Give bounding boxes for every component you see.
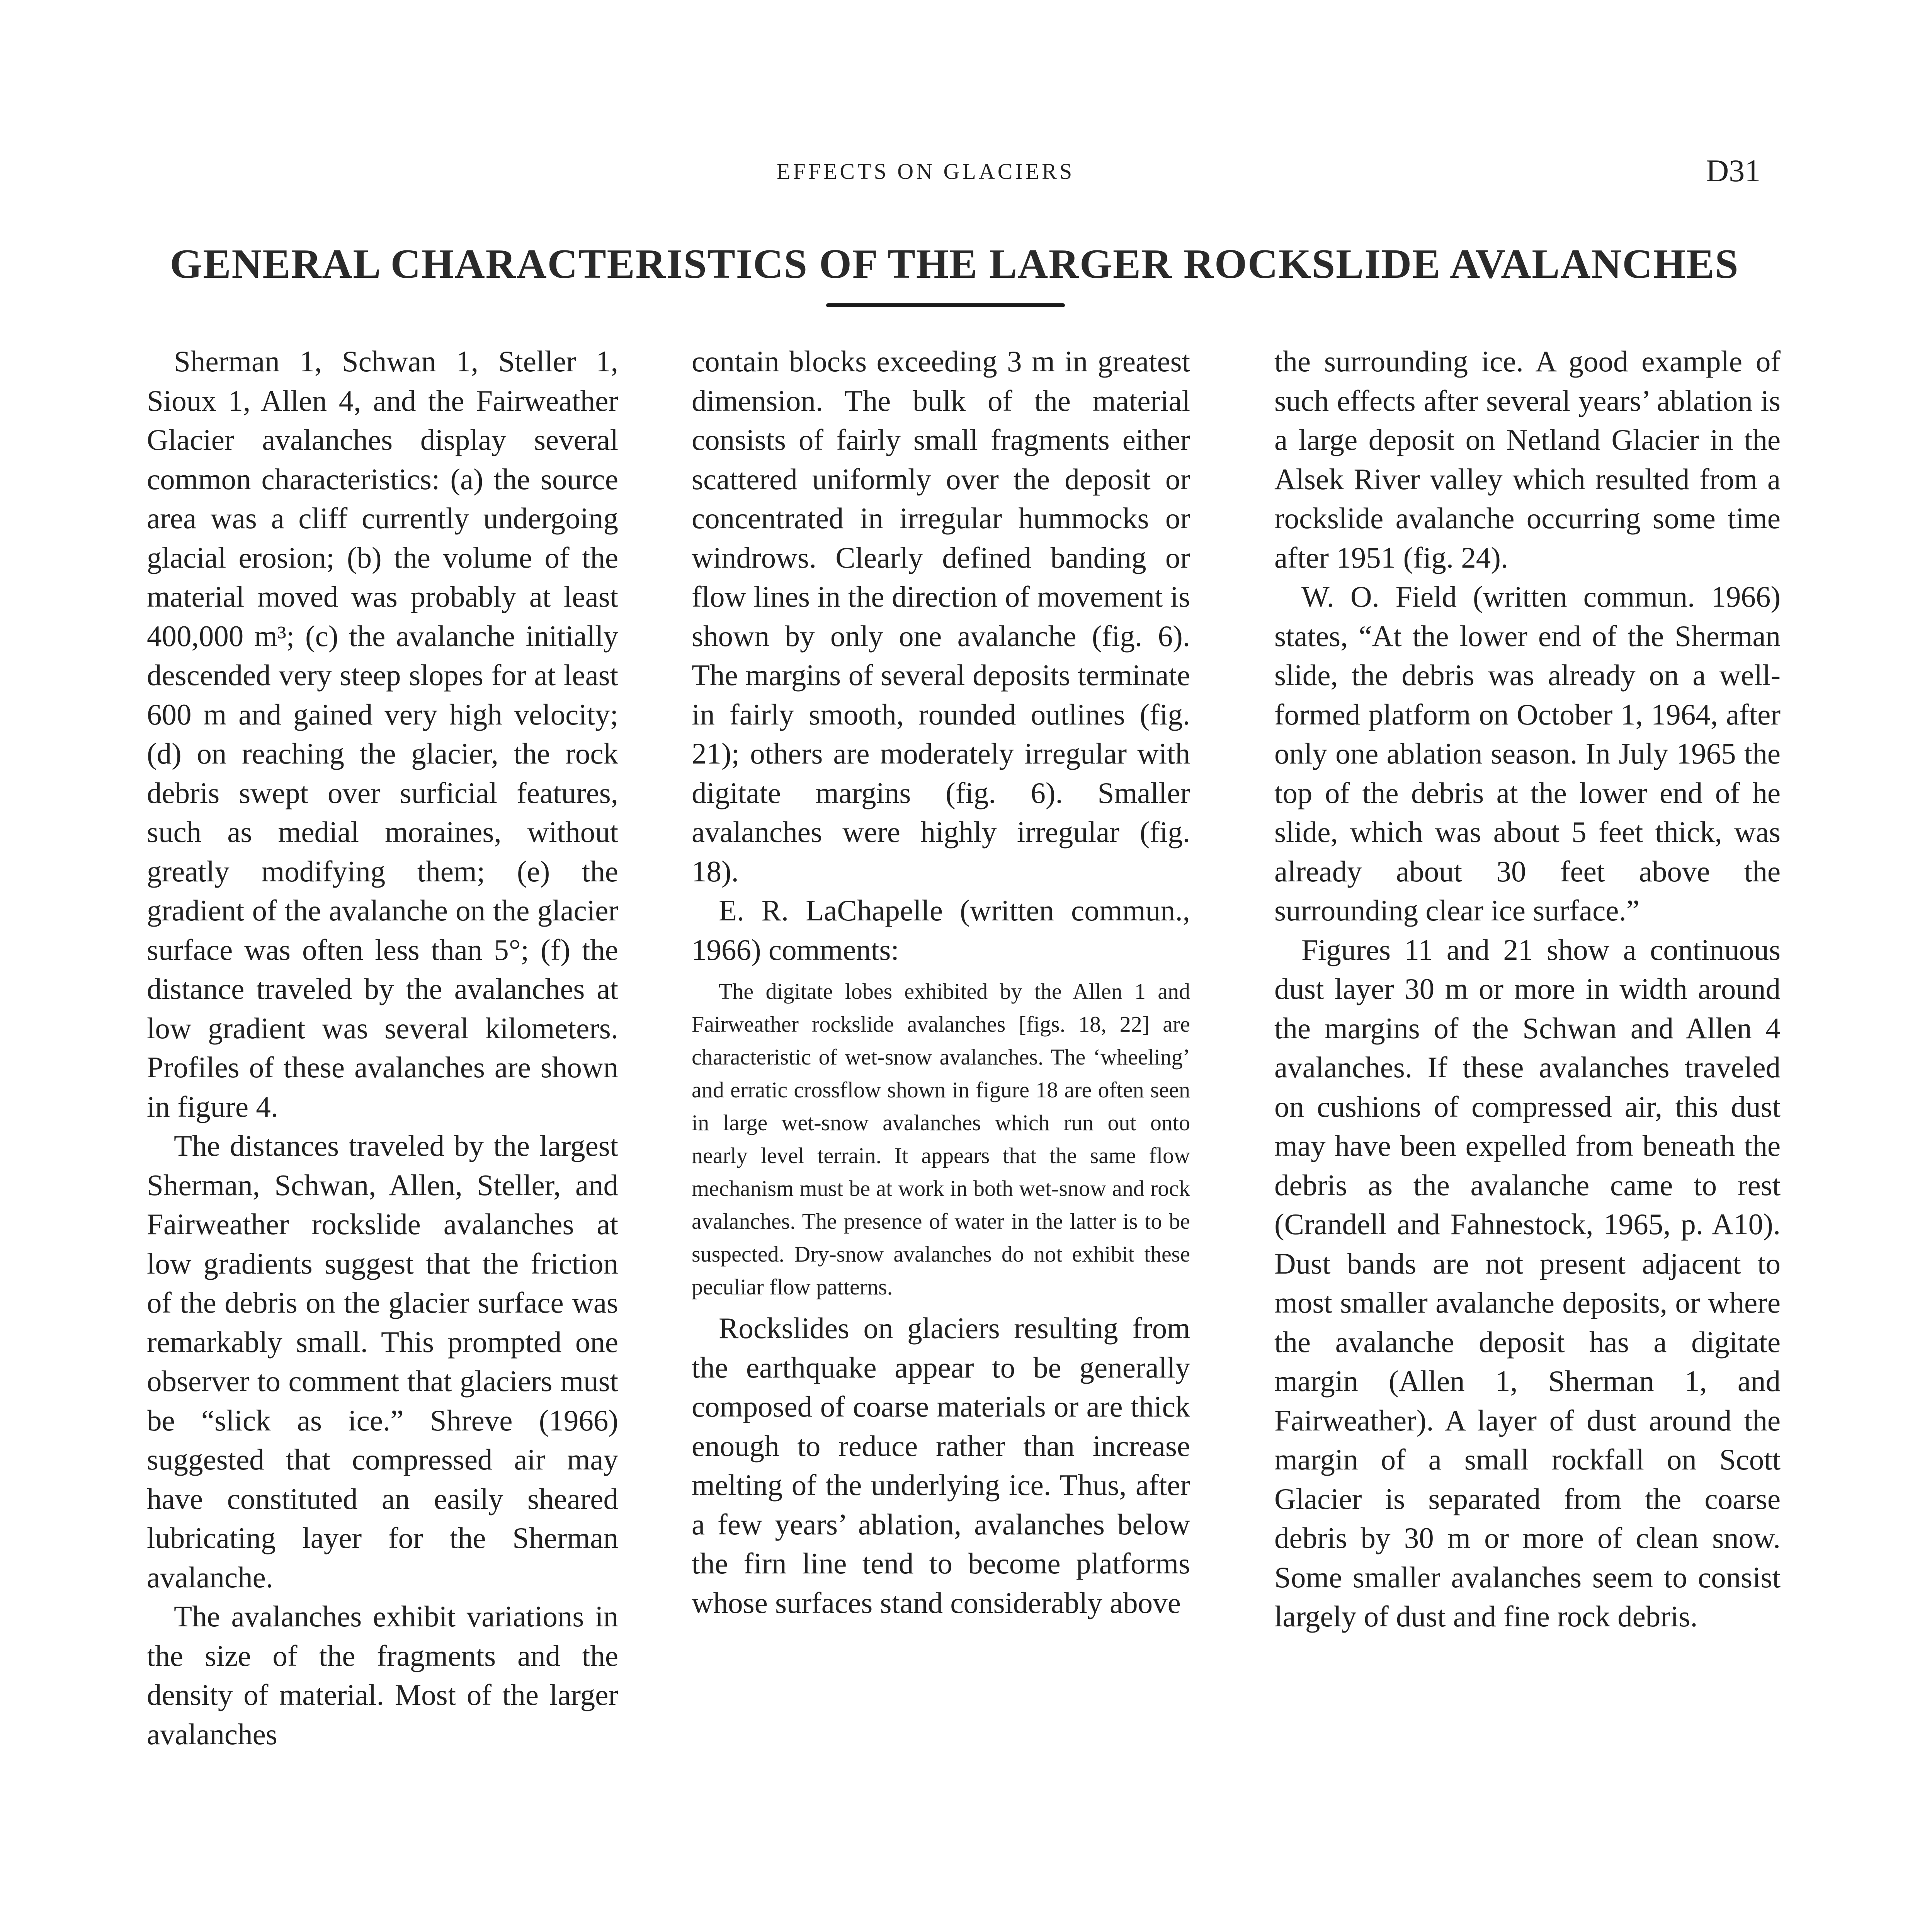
block-quote: The digitate lobes exhibited by the Allen 1 and Fairweather rockslide avalanches [figs. 18, 22] are characteristic of wet-snow avalanches. The ‘wheeling’ and erratic crossflow shown in figure 18 are often seen in large wet-snow avalanches which run out onto nearly level terrain. It appears that the same flow mechanism must be at work in both wet-snow and rock avalanches. The presence of water in the latter is to be suspected. Dry-snow avalanches do not exhibit these peculiar flow patterns. [692, 979, 1190, 1299]
running-head [0, 153, 1932, 191]
paragraph-continuation: contain blocks exceeding 3 m in greatest dimension. The bulk of the material consists of fairly small fragments either scattered uniformly over the deposit or concentrated in irregular hummocks or windrows. Clearly defined banding or flow lines in the direction of movement is shown by only one avalanche (fig. 6). The margins of several deposits terminate in fairly smooth, rounded outlines (fig. 21); others are moderately irregular with digitate margins (fig. 6). Smaller avalanches were highly irregular (fig. 18). [692, 345, 1190, 888]
paragraph-distances: The distances traveled by the largest Sherman, Schwan, Allen, Steller, and Fairweather rockslide avalanches at low gradients suggest that the friction of the debris on the glacier surface was remarkably small. This prompted one observer to comment that glaciers must be “slick as ice.” Shreve (1966) suggested that compressed air may have constituted an easily sheared lubricating layer for the Sherman avalanche. [147, 1129, 618, 1594]
column-3 [1274, 342, 1781, 1636]
paragraph-characteristics: Sherman 1, Schwan 1, Steller 1, Sioux 1, Allen 4, and the Fairweather Glacier avalanches display several common characteristics: (a) the source area was a cliff currently undergoing glacial erosion; (b) the volume of the material moved was probably at least 400,000 m³; (c) the avalanche initially descended very steep slopes for at least 600 m and gained very high velocity; (d) on reaching the glacier, the rock debris swept over surficial features, such as medial moraines, without greatly modifying them; (e) the gradient of the avalanche on the glacier surface was often less than 5°; (f) the distance traveled by the avalanches at low gradient was several kilometers. Profiles of these avalanches are shown in figure 4. [147, 345, 618, 1123]
paragraph-surrounding-ice: the surrounding ice. A good example of such effects after several years’ ablation is a large deposit on Netland Glacier in the Alsek River valley which resulted from a rockslide avalanche occurring some time after 1951 (fig. 24). [1274, 345, 1781, 574]
running-title: EFFECTS ON GLACIERS [777, 159, 1075, 184]
section-title: GENERAL CHARACTERISTICS OF THE LARGER ROCKSLIDE AVALANCHES [170, 241, 1739, 287]
paragraph-variations: The avalanches exhibit variations in the size of the fragments and the density of material. Most of the larger avalanches [147, 1600, 618, 1751]
column-1 [147, 342, 618, 1754]
paragraph-dust-layer: Figures 11 and 21 show a continuous dust layer 30 m or more in width around the margins of the Schwan and Allen 4 avalanches. If these avalanches traveled on cushions of compressed air, this dust may have been expelled from beneath the debris as the avalanche came to rest (Crandell and Fahnestock, 1965, p. A10). Dust bands are not present adjacent to most smaller avalanche deposits, or where the avalanche deposit has a digitate margin (Allen 1, Sherman 1, and Fairweather). A layer of dust around the margin of a small rockfall on Scott Glacier is separated from the coarse debris by 30 m or more of clean snow. Some smaller avalanches seem to consist largely of dust and fine rock debris. [1274, 933, 1781, 1633]
paragraph-attribution: E. R. LaChapelle (written commun., 1966) comments: [692, 894, 1190, 966]
paragraph-rockslides: Rockslides on glaciers resulting from the earthquake appear to be generally composed of coarse materials or are thick enough to reduce rather than increase melting of the underlying ice. Thus, after a few years’ ablation, avalanches below the firn line tend to become platforms whose surfaces stand considerably above [692, 1311, 1190, 1619]
page-number: D31 [1706, 153, 1761, 188]
title-divider [826, 303, 1065, 307]
paragraph-field-statement: W. O. Field (written commun. 1966) states, “At the lower end of the Sherman slide, the debris was already on a well-formed platform on October 1, 1964, after only one ablation season. In July 1965 the top of the debris at the lower end of he slide, which was about 5 feet thick, was already about 30 feet above the surrounding clear ice surface.” [1274, 580, 1781, 927]
column-2 [692, 342, 1190, 1622]
